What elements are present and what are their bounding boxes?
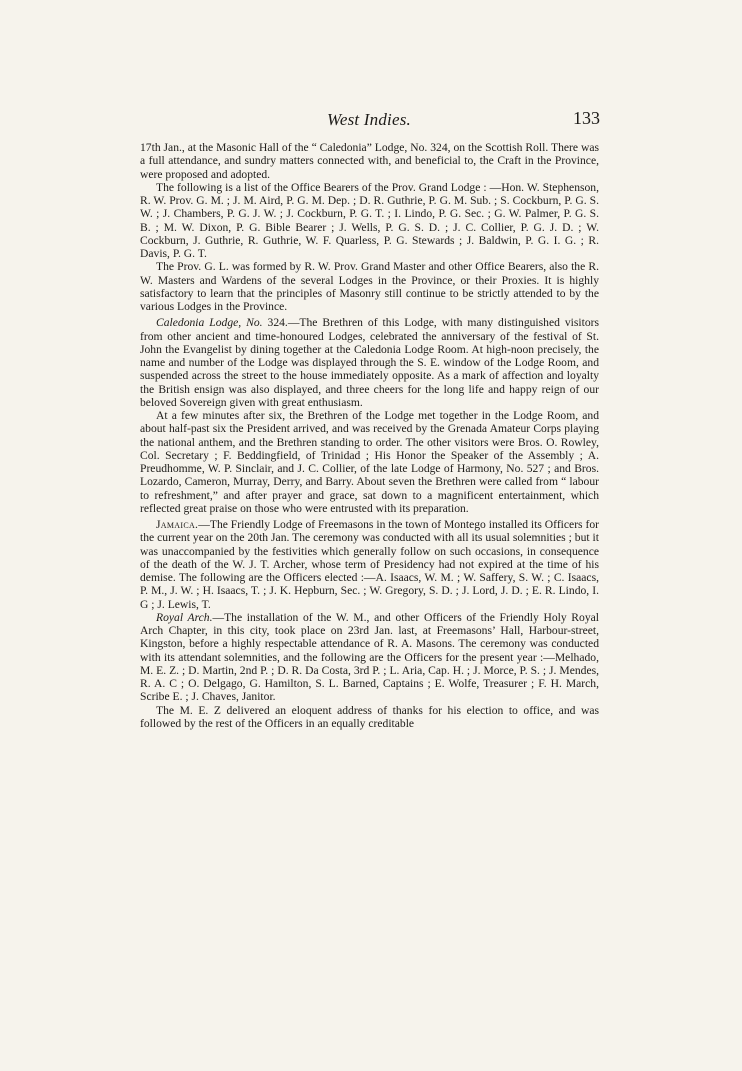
paragraph-evening	[140, 409, 599, 515]
page-number: 133	[573, 108, 600, 128]
paragraph-continuation	[140, 141, 599, 181]
paragraph-text: The following is a list of the Office Bearers of the Prov. Grand Lodge : —Hon. W. Stephenson, R. W. Prov. G. M. ; J. M. Aird, P. G. M. Dep. ; D. R. Guthrie, P. G. M. Sub. ; S. Cockburn, P. G. S. W. ; J. Chambers, P. G. J. W. ; J. Cockburn, P. G. T. ; I. Lindo, P. G. Sec. ; G. W. Palmer, P. G. S. B. ; M. W. Dixon, P. G. Bible Bearer ; J. Wells, P. G. S. D. ; J. C. Collier, P. G. J. D. ; W. Cockburn, J. Guthrie, R. Guthrie, W. F. Quarless, P. G. Stewards ; J. Baldwin, P. G. I. G. ; R. Davis, P. G. T.	[140, 180, 599, 260]
paragraph-text: —The installation of the W. M., and other Officers of the Friendly Holy Royal Arch Chapter, in this city, took place on 23rd Jan. last, at Freemasons’ Hall, Harbour-street, Kingston, before a highly respectable attendance of R. A. Masons. The ceremony was conducted with its attendant solemnities, and the following are the Officers for the present year :—Melhado, M. E. Z. ; D. Martin, 2nd P. ; D. R. Da Costa, 3rd P. ; L. Aria, Cap. H. ; J. Morce, P. S. ; J. Mendes, R. A. C ; O. Delgago, G. Hamilton, S. L. Barned, Captains ; E. Wolfe, Treasurer ; F. H. March, Scribe E. ; J. Chaves, Janitor.	[140, 610, 599, 704]
paragraph-royal-arch	[140, 611, 599, 704]
paragraph-jamaica	[140, 518, 599, 611]
paragraph-text: The M. E. Z delivered an eloquent address of thanks for his election to office, and was followed by the rest of the Officers in an equally creditable	[140, 703, 599, 730]
paragraph-address	[140, 704, 599, 731]
paragraph-text: 324.—The Brethren of this Lodge, with many distinguished visitors from other ancient and time-honoured Lodges, celebrated the anniversary of the festival of St. John the Evangelist by dining together at the Caledonia Lodge Room. At high-noon precisely, the name and number of the Lodge was displayed through the S. E. window of the Lodge Room, and suspended across the street to the house immediately opposite. As a mark of affection and loyalty the British ensign was also displayed, and three cheers for the long life and happy reign of our beloved Sovereign given with great enthusiasm.	[140, 316, 600, 409]
section-lead: Royal Arch.	[156, 610, 213, 624]
section-lead: Caledonia Lodge, No.	[156, 316, 263, 330]
running-title: West Indies.	[327, 110, 411, 129]
paragraph-text: 17th Jan., at the Masonic Hall of the “ Caledonia” Lodge, No. 324, on the Scottish Roll. There was a full attendance, and sundry matters connected with, and beneficial to, the Craft in the Province, were proposed and adopted.	[140, 141, 599, 181]
paragraph-text: At a few minutes after six, the Brethren of the Lodge met together in the Lodge Room, and about half-past six the President arrived, and was received by the Grenada Amateur Corps playing the national anthem, and the Brethren standing to order. The other visitors were Bros. O. Rowley, Col. Secretary ; F. Beddingfield, of Trinidad ; His Honor the Speaker of the Assembly ; A. Preudhomme, W. P. Sinclair, and J. C. Collier, of the late Lodge of Harmony, No. 527 ; and Bros. Lozardo, Cameron, Murray, Derry, and Barry. About seven the Brethren were called from “ labour to refreshment,” and after prayer and grace, sat down to a magnificent entertainment, which reflected great praise on those who were entrusted with its preparation.	[140, 409, 599, 515]
paragraph-text: —The Friendly Lodge of Freemasons in the town of Montego installed its Officers for the current year on the 20th Jan. The ceremony was conducted with all its usual solemnities ; but it was unaccompanied by the festivities which generally follow on such occasions, in consequence of the death of the W. J. T. Archer, whose term of Presidency had not expired at the time of his demise. The following are the Officers elected :—A. Isaacs, W. M. ; W. Saffery, S. W. ; C. Isaacs, P. M., J. W. ; H. Isaacs, T. ; J. K. Hepburn, Sec. ; W. Gregory, S. D. ; J. Lord, J. D. ; E. R. Lindo, I. G ; J. Lewis, T.	[140, 518, 599, 611]
page-body	[140, 141, 599, 730]
paragraph-office-bearers	[140, 181, 599, 261]
paragraph-text: The Prov. G. L. was formed by R. W. Prov. Grand Master and other Office Bearers, also the R. W. Masters and Wardens of the several Lodges in the Province, or their Proxies. It is highly satisfactory to learn that the principles of Masonry still continue to be strictly attended to by the various Lodges in the Province.	[140, 260, 599, 313]
paragraph-prov-grand-lodge	[140, 260, 599, 313]
page-header	[138, 104, 600, 134]
paragraph-caledonia-lodge	[140, 316, 599, 409]
section-lead: Jamaica.	[156, 518, 199, 531]
